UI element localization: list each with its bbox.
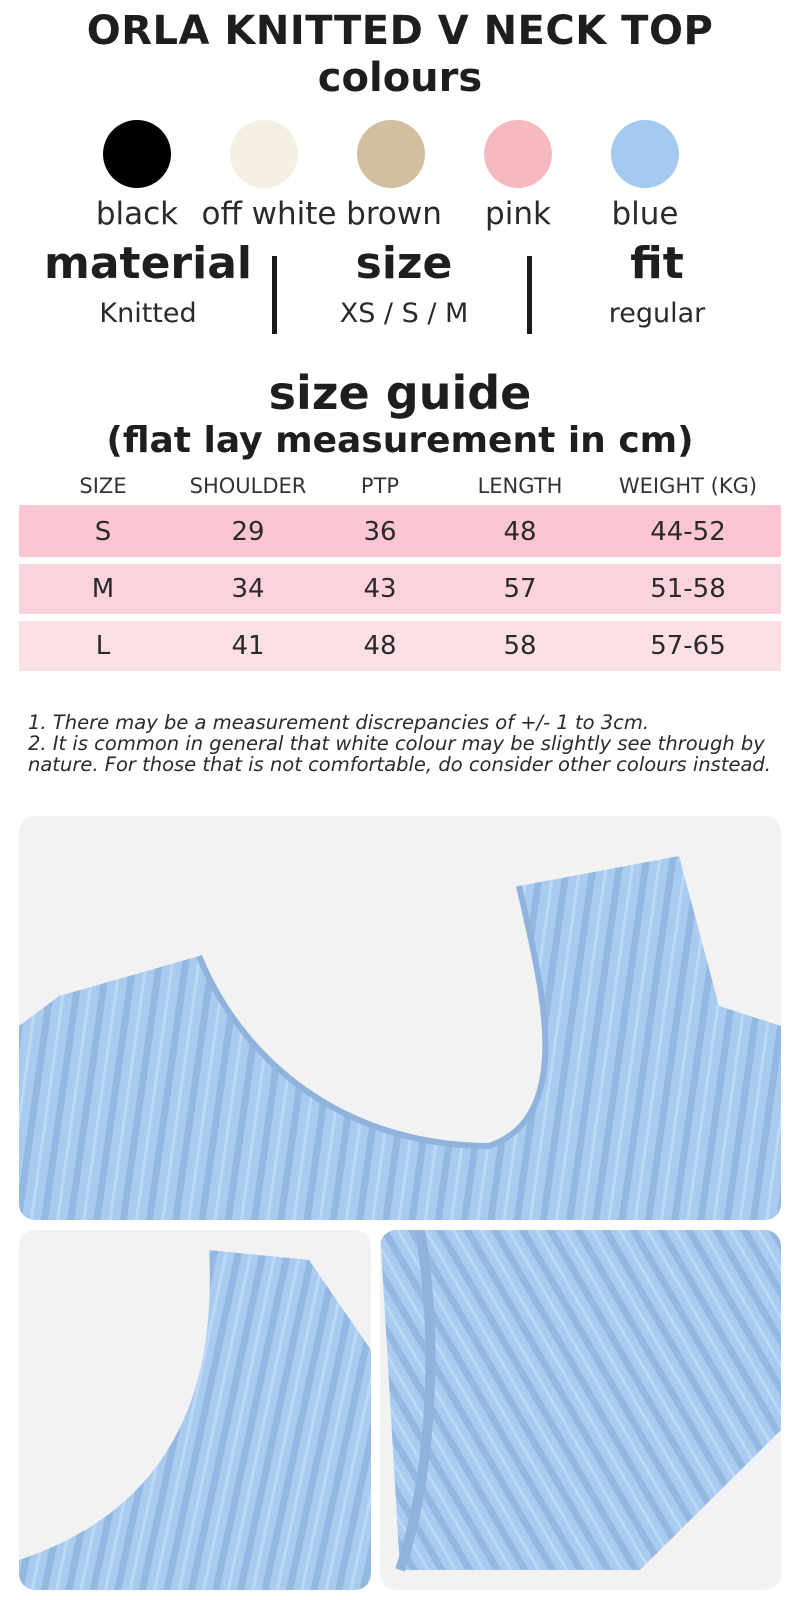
swatch-black	[103, 120, 171, 188]
note-2: 2. It is common in general that white colour may be slightly see through by nature. For those that is not comfortable, do consider other colours instead.	[28, 732, 771, 776]
column-header-shoulder: SHOULDER	[189, 474, 307, 498]
table-cell: S	[94, 517, 112, 547]
swatch-label-black: black	[95, 196, 179, 232]
column-header-length: LENGTH	[477, 474, 563, 498]
swatch-label-off-white: off white	[201, 196, 337, 232]
table-cell: 43	[363, 574, 397, 604]
size-value: XS / S / M	[339, 298, 469, 329]
swatch-pink	[484, 120, 552, 188]
table-cell: 29	[231, 517, 265, 547]
product-photo-detail-left	[19, 1230, 371, 1590]
fit-heading: fit	[630, 238, 684, 289]
swatch-label-brown: brown	[346, 196, 442, 232]
swatch-brown	[357, 120, 425, 188]
size-guide-title: size guide	[268, 366, 532, 420]
swatch-label-blue: blue	[611, 196, 679, 232]
colours-heading: colours	[317, 55, 483, 101]
table-cell: 57-65	[650, 631, 726, 661]
column-header-weight: WEIGHT (KG)	[618, 474, 758, 498]
table-cell: 36	[363, 517, 397, 547]
swatch-blue	[611, 120, 679, 188]
table-cell: 58	[503, 631, 537, 661]
divider	[272, 256, 277, 334]
table-cell: L	[95, 631, 111, 661]
table-cell: 48	[363, 631, 397, 661]
fit-value: regular	[608, 298, 706, 329]
note-1: 1. There may be a measurement discrepancies of +/- 1 to 3cm.	[28, 711, 650, 734]
notes	[28, 712, 798, 775]
product-photo-detail-right	[380, 1230, 781, 1590]
table-cell: 51-58	[650, 574, 726, 604]
product-title: ORLA KNITTED V NECK TOP	[86, 8, 714, 54]
table-cell: 44-52	[650, 517, 726, 547]
column-header-ptp: PTP	[360, 474, 400, 498]
material-value: Knitted	[99, 298, 197, 329]
divider	[527, 256, 532, 334]
table-cell: 34	[231, 574, 265, 604]
table-cell: 57	[503, 574, 537, 604]
swatch-off-white	[230, 120, 298, 188]
table-cell: M	[91, 574, 115, 604]
product-photo-main	[19, 816, 781, 1220]
column-header-size: SIZE	[79, 474, 127, 498]
swatch-label-pink: pink	[485, 196, 551, 232]
size-guide-subtitle: (flat lay measurement in cm)	[106, 420, 694, 461]
table-cell: 48	[503, 517, 537, 547]
material-heading: material	[44, 238, 252, 289]
size-heading: size	[355, 238, 453, 289]
table-cell: 41	[231, 631, 265, 661]
